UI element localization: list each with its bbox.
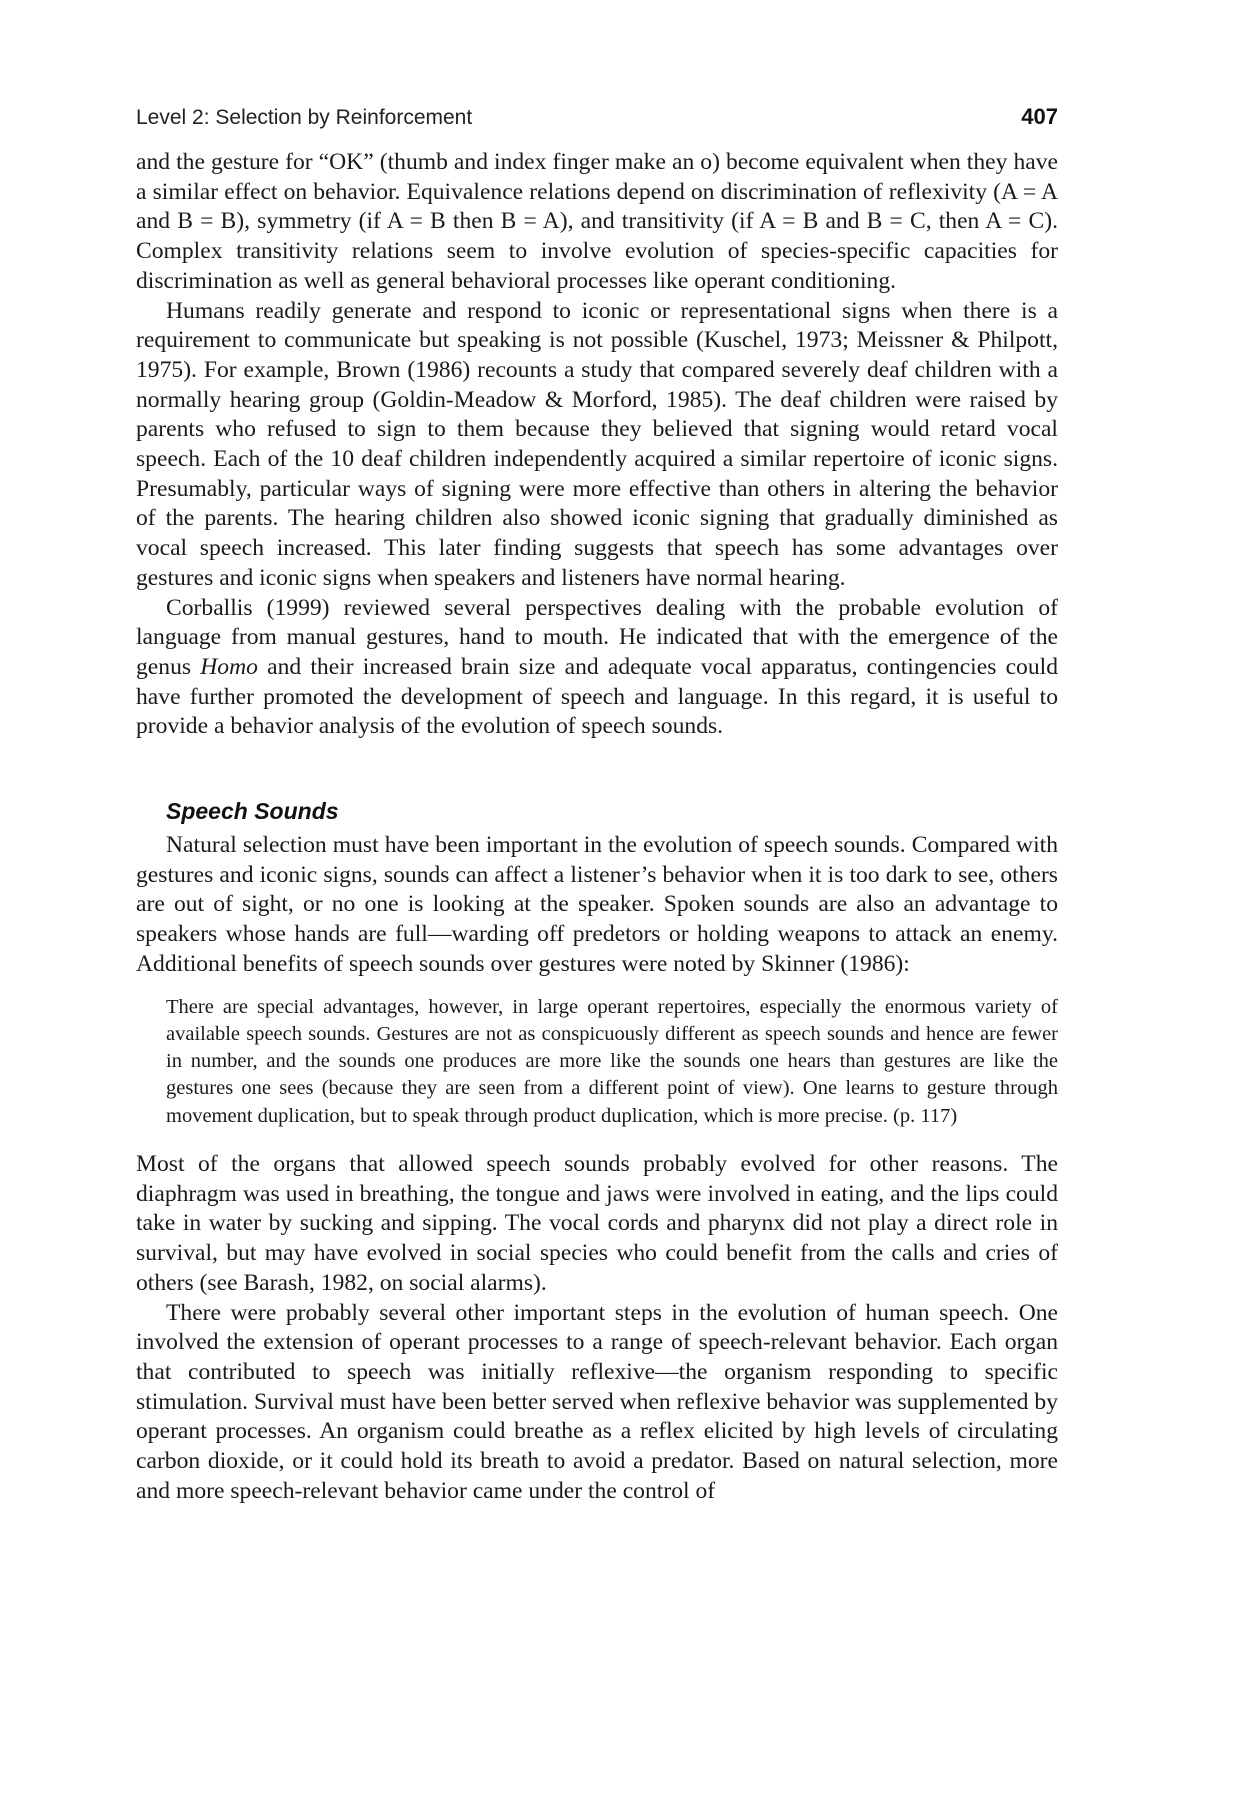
running-title: Level 2: Selection by Reinforcement: [136, 106, 473, 129]
section-heading-speech-sounds: Speech Sounds: [166, 798, 339, 825]
book-page: [136, 104, 1058, 1507]
paragraph-continued: and the gesture for “OK” (thumb and index finger make an o) become equivalent when they have a similar effect on behavior. Equivalence relations depend on discrimination of reflexivity (A = A and B = B), symmetry (if A = B then B = A), and transitivity (if A = B and B = C, then A = C). Complex transitivity relations seem to involve evolution of species-specific capacities for discrimination as well as general behavioral processes like operant conditioning.: [136, 149, 1058, 294]
paragraph-natural-selection: Natural selection must have been important in the evolution of speech sounds. Compared with gestures and iconic signs, sounds can affect a listener’s behavior when it is too dark to see, others are out of sight, or no one is looking at the speaker. Spoken sounds are also an advantage to speakers whose hands are full—warding off predetors or holding weapons to attack an enemy. Additional benefits of speech sounds over gestures were noted by Skinner (1986):: [136, 832, 1058, 977]
paragraph-organs: Most of the organs that allowed speech sounds probably evolved for other reasons. The diaphragm was used in breathing, the tongue and jaws were involved in eating, and the lips could take in water by sucking and sipping. The vocal cords and pharynx did not play a direct role in survival, but may have evolved in social species who could benefit from the calls and cries of others (see Barash, 1982, on social alarms).: [136, 1151, 1058, 1296]
genus-homo: Homo: [200, 653, 258, 680]
page-number: 407: [1021, 104, 1058, 129]
paragraph-iconic-signs: Humans readily generate and respond to iconic or representational signs when there is a requirement to communicate but speaking is not possible (Kuschel, 1973; Meissner & Philpott, 1975). For example, Brown (1986) recounts a study that compared severely deaf children with a normally hearing group (Goldin-Meadow & Morford, 1985). The deaf children were raised by parents who refused to sign to them because they believed that signing would retard vocal speech. Each of the 10 deaf children independently acquired a similar repertoire of iconic signs. Presumably, particular ways of signing were more effective than others in altering the behavior of the parents. The hearing children also showed iconic signing that gradually diminished as vocal speech increased. This later finding suggests that speech has some advantages over gestures and iconic signs when speakers and listeners have normal hearing.: [136, 297, 1058, 591]
running-head: [136, 104, 1058, 148]
paragraph-corballis-text-2: and their increased brain size and adequate vocal apparatus, contingencies could have further promoted the development of speech and language. In this regard, it is useful to provide a behavior analysis of the evolution of speech sounds.: [136, 653, 1058, 740]
paragraph-evolution-steps: There were probably several other important steps in the evolution of human speech. One involved the extension of operant processes to a range of speech-relevant behavior. Each organ that contributed to speech was initially reflexive—the organism responding to specific stimulation. Survival must have been better served when reflexive behavior was supplemented by operant processes. An organism could breathe as a reflex elicited by high levels of circulating carbon dioxide, or it could hold its breath to avoid a predator. Based on natural selection, more and more speech-relevant behavior came under the control of: [136, 1299, 1058, 1504]
paragraph-corballis: [136, 594, 1058, 743]
block-quote-skinner: There are special advantages, however, in large operant repertoires, especially the enormous variety of available speech sounds. Gestures are not as conspicuously different as speech sounds and hence are fewer in number, and the sounds one produces are more like the sounds one hears than gestures are like the gestures one sees (because they are seen from a different point of view). One learns to gesture through movement duplication, but to speak through product duplication, which is more precise. (p. 117): [166, 995, 1058, 1127]
paragraph-corballis-text-1: Corballis (1999) reviewed several perspectives dealing with the probable evolution of language from manual gestures, hand to mouth. He indicated that with the emergence of the genus: [136, 594, 1058, 680]
